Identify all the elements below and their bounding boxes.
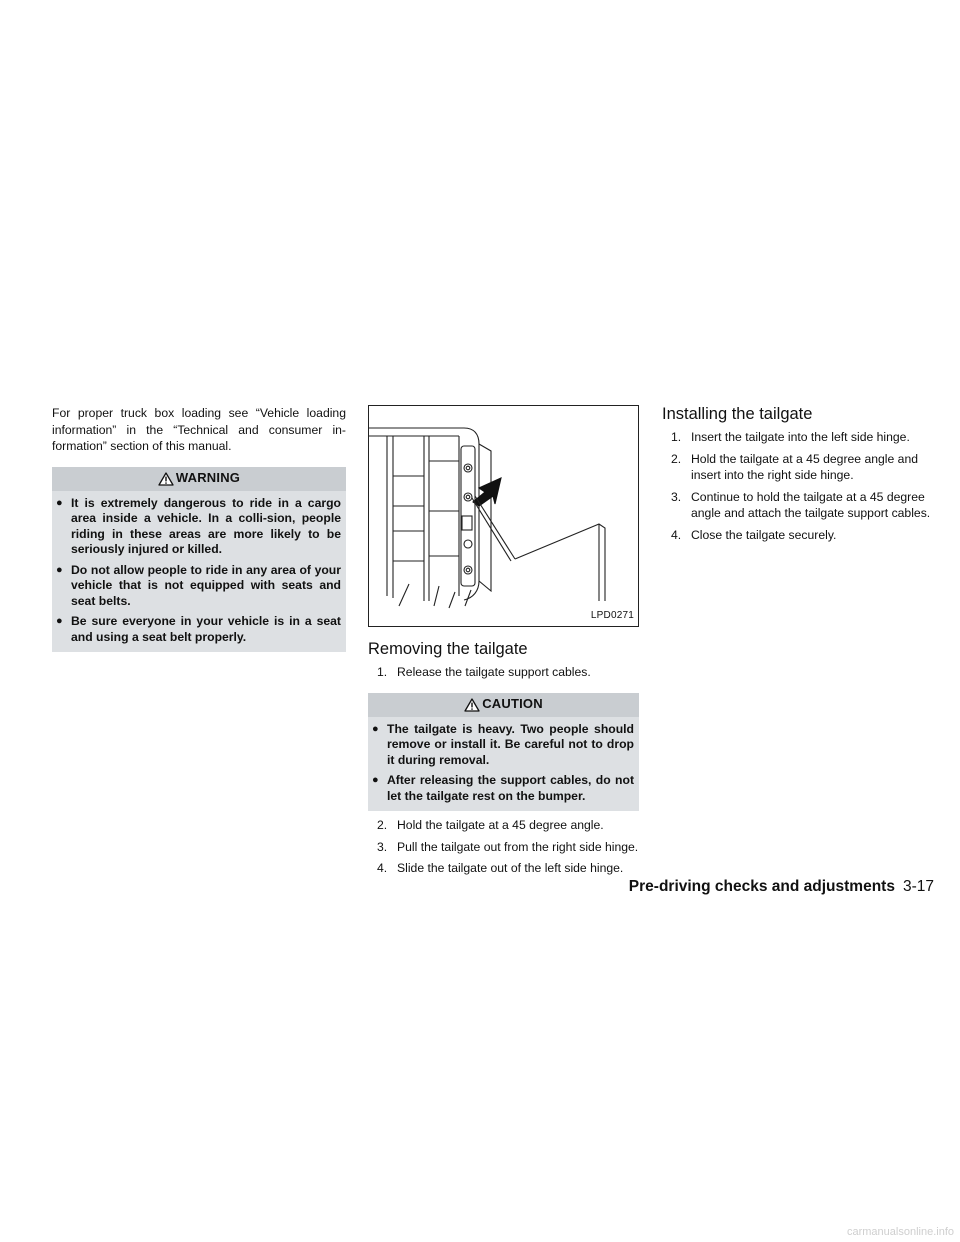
warning-item: ● It is extremely dangerous to ride in a cargo area inside a vehicle. In a colli-sion, people riding in these areas are more likely to be seriously injured or killed. [56,495,341,556]
page-footer [581,878,934,896]
tailgate-cable-illustration [368,405,639,627]
column-left [52,405,346,652]
intro-paragraph: For proper truck box loading see “Vehicle loading information” in the “Technical and consumer in-formation” section of this manual. [52,406,346,453]
caution-title: CAUTION [482,696,543,712]
tailgate-hinge-drawing [369,406,638,626]
bullet-icon: ● [56,615,63,627]
list-item: 2. Hold the tailgate at a 45 degree angle. [377,818,604,832]
warning-header [52,467,346,491]
list-item: 1. Insert the tailgate into the left side hinge. [671,430,910,444]
column-right [662,405,934,543]
list-item: 3. Pull the tailgate out from the right side hinge. [377,839,639,854]
figure-code: LPD0271 [590,609,634,621]
warning-item: ● Do not allow people to ride in any area of your vehicle that is not equipped with seats and seat belts. [56,562,341,608]
list-item: 3. Continue to hold the tailgate at a 45 degree angle and attach the tailgate support cables. [671,489,931,520]
warning-triangle-icon [158,472,174,486]
page-number: 3-17 [902,878,934,895]
bullet-icon: ● [56,563,63,576]
bullet-icon: ● [372,722,379,735]
section-title: Pre-driving checks and adjustments [628,878,895,895]
warning-title: WARNING [175,470,241,486]
removing-heading: Removing the tailgate [368,640,528,658]
installing-heading: Installing the tailgate [662,405,813,423]
watermark: carmanualsonline.info [846,1226,954,1238]
list-item: 2. Hold the tailgate at a 45 degree angle and insert into the right side hinge. [671,451,918,482]
caution-item: ● After releasing the support cables, do not let the tailgate rest on the bumper. [372,773,634,803]
caution-box [368,693,639,812]
list-item: 4. Close the tailgate securely. [671,527,837,542]
removing-steps-b [368,817,639,877]
installing-steps [662,429,934,543]
removing-steps-a [368,664,639,681]
column-middle [368,405,639,877]
warning-box [52,467,346,653]
warning-triangle-icon [464,698,480,712]
list-item: 1. Release the tailgate support cables. [377,665,591,679]
caution-header [368,693,639,717]
bullet-icon: ● [372,774,379,786]
caution-item: ● The tailgate is heavy. Two people should remove or install it. Be careful not to drop it during removal. [372,721,634,767]
bullet-icon: ● [56,496,63,509]
list-item: 4. Slide the tailgate out of the left side hinge. [377,861,624,875]
warning-item: ● Be sure everyone in your vehicle is in a seat and using a seat belt properly. [56,614,341,644]
